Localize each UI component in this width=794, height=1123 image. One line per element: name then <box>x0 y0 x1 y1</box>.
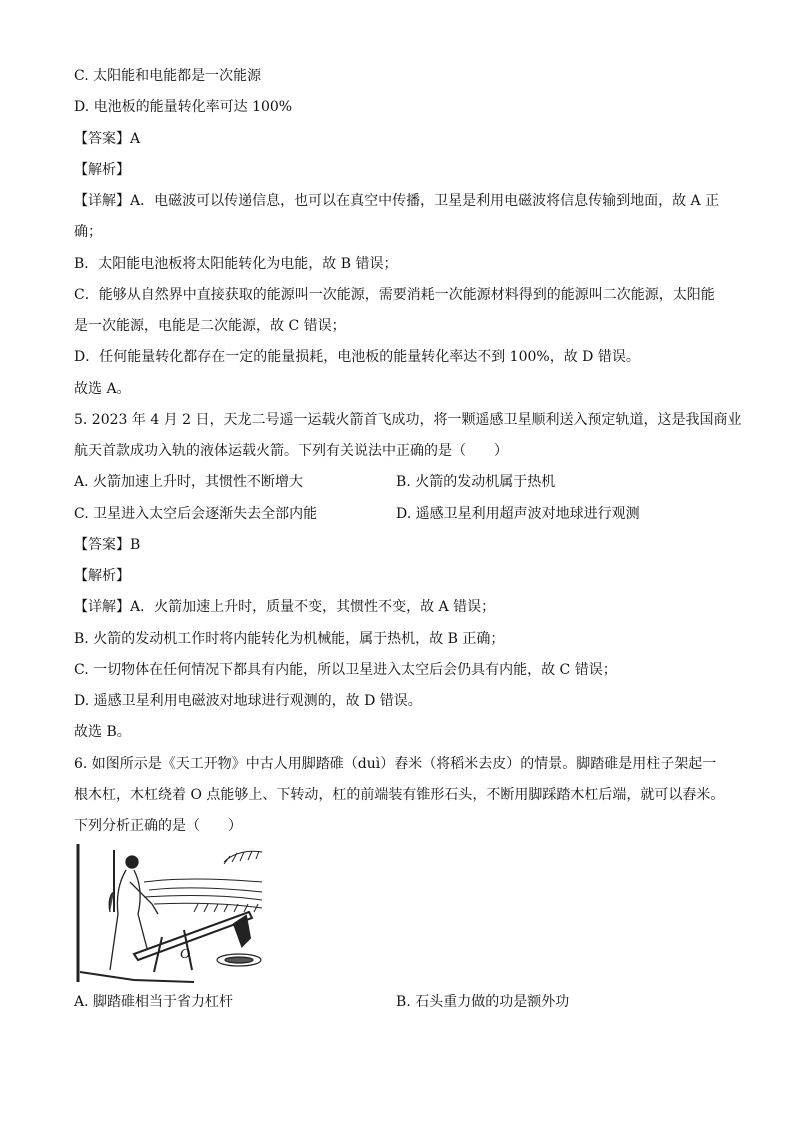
q6-stem-line1: 6. 如图所示是《天工开物》中古人用脚踏碓（duì）舂米（将稻米去皮）的情景。脚踏碓是用柱子架起一 <box>74 756 717 772</box>
q5-detail-a: 【详解】A．火箭加速上升时，质量不变，其惯性不变，故 A 错误； <box>74 599 496 615</box>
q4-analysis-heading: 【解析】 <box>74 162 130 178</box>
q4-answer: 【答案】A <box>74 131 141 147</box>
q4-detail-c-line2: 是一次能源，电能是二次能源，故 C 错误； <box>74 318 346 334</box>
q6-option-b: B. 石头重力做的功是额外功 <box>396 994 570 1010</box>
q5-answer: 【答案】B <box>74 537 141 553</box>
q5-stem-line1: 5. 2023 年 4 月 2 日，天龙二号遥一运载火箭首飞成功，将一颗遥感卫星顺利送入预定轨道，这是我国商业 <box>74 412 742 428</box>
q5-detail-b: B. 火箭的发动机工作时将内能转化为机械能，属于热机，故 B 正确； <box>74 631 505 647</box>
q4-detail-b: B．太阳能电池板将太阳能转化为电能，故 B 错误； <box>74 256 398 272</box>
mortar <box>217 954 261 966</box>
q4-option-d: D. 电池板的能量转化率可达 100% <box>74 99 293 115</box>
foot-pestle-illustration <box>74 842 264 987</box>
q5-detail-d: D. 遥感卫星利用电磁波对地球进行观测的，故 D 错误。 <box>74 693 422 709</box>
q6-stem-line3: 下列分析正确的是（ ） <box>74 818 242 834</box>
q4-conclusion: 故选 A。 <box>74 381 131 397</box>
q4-detail-c-line1: C．能够从自然界中直接获取的能源叫一次能源，需要消耗一次能源材料得到的能源叫二次能源，太阳能 <box>74 287 715 303</box>
q6-stem-line2: 根木杠，木杠绕着 O 点能够上、下转动，杠的前端装有锥形石头，不断用脚踩踏木杠后端，就可以舂米。 <box>74 787 725 803</box>
q4-detail-d: D．任何能量转化都存在一定的能量损耗，电池板的能量转化率达不到 100%，故 D 错误。 <box>74 349 640 365</box>
q5-detail-c: C. 一切物体在任何情况下都具有内能，所以卫星进入太空后会仍具有内能，故 C 错误； <box>74 662 617 678</box>
q5-option-b: B. 火箭的发动机属于热机 <box>396 474 556 490</box>
q5-stem-line2: 航天首款成功入轨的液体运载火箭。下列有关说法中正确的是（ ） <box>74 443 508 459</box>
q6-option-a: A. 脚踏碓相当于省力杠杆 <box>74 994 234 1010</box>
q4-detail-a-line1: 【详解】A．电磁波可以传递信息，也可以在真空中传播，卫星是利用电磁波将信息传输到地面，故 A 正 <box>74 193 720 209</box>
pivot-o-label: O <box>180 947 191 962</box>
q5-option-c: C. 卫星进入太空后会逐渐失去全部内能 <box>74 506 318 522</box>
q5-conclusion: 故选 B。 <box>74 724 131 740</box>
q4-detail-a-line2: 确； <box>74 224 102 240</box>
q5-option-a: A. 火箭加速上升时，其惯性不断增大 <box>74 474 304 490</box>
q4-option-c: C. 太阳能和电能都是一次能源 <box>74 68 262 84</box>
q5-analysis-heading: 【解析】 <box>74 568 130 584</box>
q5-option-d: D. 遥感卫星利用超声波对地球进行观测 <box>396 506 640 522</box>
